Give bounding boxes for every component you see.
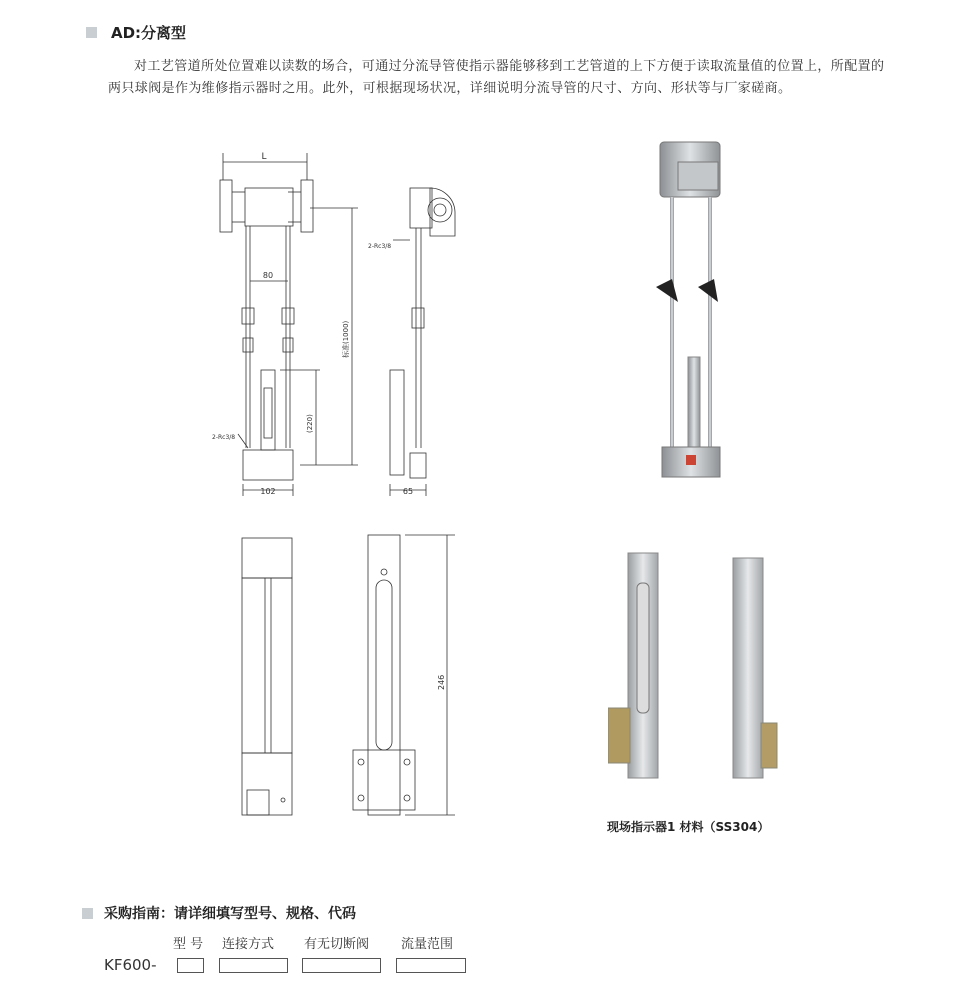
dim-1000: 标准(1000): [342, 320, 350, 358]
column-flow-range: 流量范围: [401, 937, 454, 952]
flow-range-code-field[interactable]: [396, 958, 466, 973]
dim-220: (220): [306, 414, 314, 433]
column-shutoff-valve: 有无切断阀: [304, 937, 370, 952]
dim-246: 246: [437, 674, 446, 690]
model-code-field[interactable]: [177, 958, 204, 973]
separation-type-photo: [648, 137, 738, 497]
separation-type-drawing: [200, 148, 470, 503]
section-description: 对工艺管道所处位置难以读数的场合，可通过分流导管使指示器能够移到工艺管道的上下方便于读取流量值的位置上，所配置的两只球阀是作为维修指示器时之用。此外，可根据现场状况，详细说明分流导管的尺寸、方向、形状等与厂家磋商。: [108, 59, 885, 96]
dim-102: 102: [260, 487, 276, 496]
column-model: 型 号: [173, 937, 204, 952]
dim-80: 80: [262, 271, 274, 280]
section-marker: [86, 27, 97, 38]
port-label-bottom: 2-Rc3/8: [212, 434, 236, 441]
indicator-drawing: [235, 530, 460, 830]
dim-L: L: [261, 152, 267, 162]
port-label-top: 2-Rc3/8: [368, 243, 392, 250]
field-indicator-caption: 现场指示器1 材料（SS304）: [607, 820, 770, 834]
field-indicator-photo: [608, 548, 798, 788]
connection-code-field[interactable]: [219, 958, 288, 973]
section-title: AD:分离型: [111, 24, 187, 42]
shutoff-code-field[interactable]: [302, 958, 381, 973]
dim-65: 65: [402, 487, 414, 496]
purchase-guide-title: 采购指南：请详细填写型号、规格、代码: [104, 906, 356, 922]
column-connection: 连接方式: [222, 937, 275, 952]
section-marker: [82, 908, 93, 919]
model-prefix: KF600-: [104, 956, 157, 974]
